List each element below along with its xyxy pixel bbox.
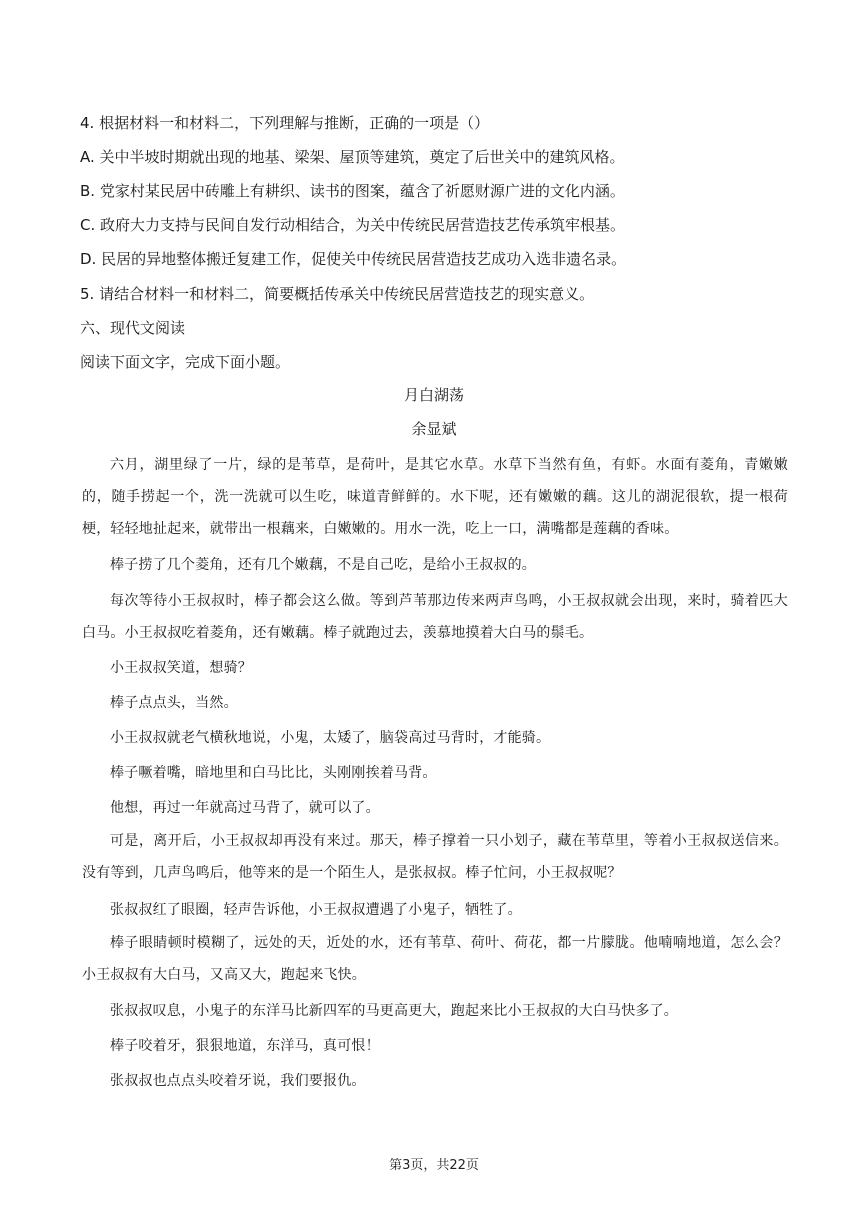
article-paragraph: 他想，再过一年就高过马背了，就可以了。 <box>110 800 380 816</box>
option-a: A. 关中半坡时期就出现的地基、梁架、屋顶等建筑，奠定了后世关中的建筑风格。 <box>80 148 625 166</box>
article-paragraph: 棒子咬着牙，狠狠地道，东洋马，真可恨！ <box>110 1038 380 1054</box>
option-b: B. 党家村某民居中砖雕上有耕织、读书的图案，蕴含了祈愿财源广进的文化内涵。 <box>80 182 625 200</box>
option-d: D. 民居的异地整体搬迁复建工作，促使关中传统民居营造技艺成功入选非遗名录。 <box>80 250 627 268</box>
article-paragraph: 张叔叔叹息，小鬼子的东洋马比新四军的马更高更大，跑起来比小王叔叔的大白马快多了。 <box>110 1003 678 1019</box>
article-paragraph: 可是，离开后，小王叔叔却再没有来过。那天，棒子撑着一只小划子，藏在苇草里，等着小王叔叔送信来。没有等到，几声鸟鸣后，他等来的是一个陌生人，是张叔叔。棒子忙问，小王叔叔呢？ <box>82 833 788 881</box>
section-heading: 六、现代文阅读 <box>80 319 186 337</box>
option-c: C. 政府大力支持与民间自发行动相结合，为关中传统民居营造技艺传承筑牢根基。 <box>80 216 626 234</box>
article-paragraph: 棒子捞了几个菱角，还有几个嫩藕，不是自己吃，是给小王叔叔的。 <box>110 557 536 573</box>
article-paragraph: 棒子点点头，当然。 <box>110 695 238 711</box>
article-title: 月白湖荡 <box>403 386 464 404</box>
page-number: 第3页，共22页 <box>389 1158 479 1173</box>
article-paragraph: 小王叔叔就老气横秋地说，小鬼，太矮了，脑袋高过马背时，才能骑。 <box>110 730 551 746</box>
article-paragraph: 张叔叔也点点头咬着牙说，我们要报仇。 <box>110 1073 366 1089</box>
question-4: 4. 根据材料一和材料二，下列理解与推断，正确的一项是（） <box>80 114 490 132</box>
article-paragraph: 小王叔叔笑道，想骑？ <box>110 660 252 676</box>
question-5: 5. 请结合材料一和材料二，简要概括传承关中传统民居营造技艺的现实意义。 <box>80 285 595 303</box>
article-paragraph: 六月，湖里绿了一片，绿的是苇草，是荷叶，是其它水草。水草下当然有鱼，有虾。水面有菱角，青嫩嫩的，随手捞起一个，洗一洗就可以生吃，味道青鲜鲜的。水下呢，还有嫩嫩的藕。这儿的湖泥很软，提一根荷梗，轻轻地扯起来，就带出一根藕来，白嫩嫩的。用水一洗，吃上一口，满嘴都是莲藕的香味。 <box>82 457 788 537</box>
article-paragraph: 棒子噘着嘴，暗地里和白马比比，头刚刚挨着马背。 <box>110 765 437 781</box>
article-paragraph: 每次等待小王叔叔时，棒子都会这么做。等到芦苇那边传来两声鸟鸣，小王叔叔就会出现，来时，骑着匹大白马。小王叔叔吃着菱角，还有嫩藕。棒子就跑过去，羡慕地摸着大白马的鬃毛。 <box>82 593 788 641</box>
reading-instruction: 阅读下面文字，完成下面小题。 <box>80 353 291 371</box>
article-author: 余显斌 <box>411 420 457 438</box>
article-paragraph: 棒子眼睛顿时模糊了，远处的天，近处的水，还有苇草、荷叶、荷花，都一片朦胧。他喃喃地道，怎么会？小王叔叔有大白马，又高又大，跑起来飞快。 <box>82 935 788 983</box>
article-paragraph: 张叔叔红了眼圈，轻声告诉他，小王叔叔遭遇了小鬼子，牺牲了。 <box>110 902 522 918</box>
